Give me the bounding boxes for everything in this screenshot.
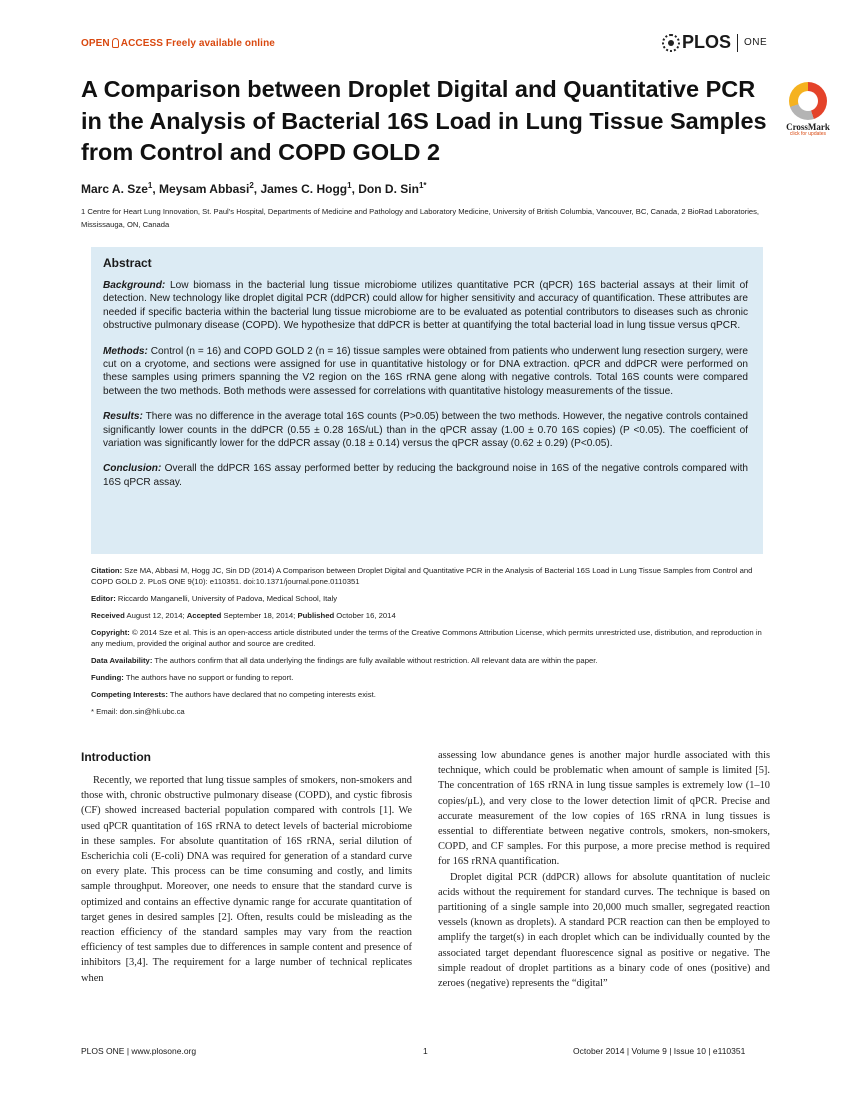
open-access-tail: Freely available online [165,38,275,49]
abstract-label: Conclusion: [103,463,162,475]
author-name: Meysam Abbasi [159,182,250,196]
meta-label: Accepted [186,611,222,620]
dates-line [91,610,763,621]
meta-label: Funding: [91,673,124,682]
footer-issue: October 2014 | Volume 9 | Issue 10 | e110351 [573,1046,746,1056]
author-name: Don D. Sin [358,182,419,196]
meta-text: October 16, 2014 [334,611,396,620]
meta-text: Sze MA, Abbasi M, Hogg JC, Sin DD (2014) A Comparison between Droplet Digital and Quantitative PCR in the Analysis of Bacterial 16S Load in Lung Tissue Samples from Control and COPD GOLD 2. PLoS ONE 9(10): e110351. doi:10.1371/journal.pone.0110351 [91,566,753,586]
open-lock-icon [112,38,119,48]
body-paragraph: Droplet digital PCR (ddPCR) allows for absolute quantitation of nucleic acids without the requirement for standard curves. The technique is based on partitioning of a single sample into 20,000 much smaller, segregated reaction vessels (known as droplets). A standard PCR reaction can then be employed to amplify the target(s) in each droplet which can be individually counted by the associated target dependant fluorescence signal as positive or negative. The simple readout of droplet partitions as a binary code of ones (positive) and zeroes (negative) represents the “digital” [438,871,770,990]
crossmark-sub: click for updates [789,131,827,137]
meta-text: The authors have declared that no competing interests exist. [167,690,376,699]
abstract-label: Results: [103,411,143,423]
editor-line [91,593,763,604]
crossmark-badge[interactable] [786,82,830,137]
author-list [81,181,427,196]
meta-text: The authors have no support or funding to report. [123,673,294,682]
affiliations: 1 Centre for Heart Lung Innovation, St. Paul’s Hospital, Departments of Medicine and Pathology and Laboratory Medicine, University of British Columbia, Vancouver, BC, Canada, 2 BioRad Laboratories, Mississauga, ON, Canada [81,207,760,229]
abstract-text: Overall the ddPCR 16S assay performed better by reducing the background noise in 16S of the negative controls compared with 16S qPCR assay. [103,463,748,488]
abstract-results [103,410,748,450]
abstract-background [103,279,748,333]
open-access-right: ACCESS [120,38,164,49]
meta-label: Received [91,611,125,620]
author-separator: , [351,182,359,196]
journal-logo-name: PLOS [682,32,732,52]
crossmark-icon [789,82,827,120]
article-metadata [91,565,763,723]
abstract-label: Methods: [103,345,148,357]
author-affiliation-mark: 1 [147,181,153,190]
author-affiliation-mark: 1* [418,181,427,190]
body-column-left [81,773,412,986]
meta-label: Data Availability: [91,656,153,665]
citation-line [91,565,763,587]
abstract-methods [103,345,748,399]
data-availability-line [91,655,763,666]
meta-text: © 2014 Sze et al. This is an open-access article distributed under the terms of the Creative Commons Attribution License, which permits unrestricted use, distribution, and reproduction in any medium, provided the original author and source are credited. [91,628,762,648]
open-access-left: OPEN [81,38,110,49]
abstract-conclusion [103,462,748,489]
meta-label: Editor: [91,594,116,603]
copyright-line [91,627,763,649]
journal-logo[interactable] [662,32,767,54]
competing-interests-line [91,689,763,700]
abstract [103,256,748,501]
email-line[interactable] [91,706,763,717]
meta-text: Riccardo Manganelli, University of Padova, Medical School, Italy [115,594,338,603]
footer-journal: PLOS ONE | www.plosone.org [81,1046,197,1056]
body-column-right [438,748,770,991]
author-separator: , [152,182,160,196]
body-paragraph: assessing low abundance genes is another major hurdle associated with this technique, which could be problematic when amount of sample is limited [5]. The concentration of 16S rRNA in lung tissue samples is extremely low (1–10 copies/μL), and very close to the lower detection limit of qPCR. Precise and accurate measurement of the low copies of 16S rRNA in lung tissues is essential to differentiate between negative controls, smokers, non-smokers, COPD, and CF samples. For this purpose, a more precise method is required for 16S rRNA quantification. [438,750,770,868]
abstract-text: There was no difference in the average total 16S counts (P>0.05) between the two methods. However, the negative controls contained significantly lower counts in the ddPCR (0.55 ± 0.28 16S/uL) than in the qPCR assay (1.00 ± 0.70 16S copies) (P <0.05). The coefficient of variation was significantly lower for the ddPCR assay (0.18 ± 0.14) versus the qPCR assay (0.62 ± 0.29) (P<0.05). [103,411,748,450]
email-text[interactable]: * Email: don.sin@hli.ubc.ca [91,707,185,716]
meta-text: The authors confirm that all data underlying the findings are fully available without restriction. All relevant data are within the paper. [152,656,598,665]
article-title: A Comparison between Droplet Digital and Quantitative PCR in the Analysis of Bacterial 16S Load in Lung Tissue Samples from Control and COPD GOLD 2 [81,76,767,165]
meta-label: Copyright: [91,628,130,637]
page-number: 1 [423,1046,428,1056]
section-heading: Introduction [81,750,151,764]
abstract-text: Low biomass in the bacterial lung tissue microbiome utilizes quantitative PCR (qPCR) 16S bacterial assays at their limit of detection. New technology like droplet digital PCR (ddPCR) could allow for higher sensitivity and accuracy of quantification. These attributes are needed if specific bacteria within the bacterial lung tissue microbiome are to be evaluated as potential contributors to diseases such as chronic obstructive pulmonary disease (COPD). We hypothesize that ddPCR is better at quantifying the total bacterial load in lung tissue versus qPCR. [103,280,748,332]
logo-divider [737,34,738,52]
author-affiliation-mark: 1 [347,181,352,190]
author-name: Marc A. Sze [81,182,148,196]
abstract-label: Background: [103,280,166,291]
author-affiliation-mark: 2 [249,181,254,190]
meta-text: September 18, 2014; [221,611,298,620]
abstract-text: Control (n = 16) and COPD GOLD 2 (n = 16) tissue samples were obtained from patients who underwent lung resection surgery, were cut on a cryotome, and sections were assigned for use in quantitative histology or for DNA extraction. qPCR and ddPCR were performed on these samples using primers spanning the V2 region on the 16S rRNA gene along with negative controls. Total 16S counts were compared between the two methods. Both methods were assessed for correlations with quantitative histology measurements of the tissue. [103,345,748,397]
journal-logo-sub: ONE [744,37,768,48]
abstract-heading: Abstract [103,256,152,270]
meta-label: Citation: [91,566,123,575]
funding-line [91,672,763,683]
meta-text: August 12, 2014; [124,611,187,620]
author-separator: , [253,182,261,196]
author-name: James C. Hogg [260,182,348,196]
meta-label: Published [297,611,335,620]
body-paragraph: Recently, we reported that lung tissue samples of smokers, non-smokers and those with, chronic obstructive pulmonary disease (COPD), and cystic fibrosis (CF) showed increased bacterial population compared with controls [1]. We used qPCR quantitation of 16S rRNA to detect levels of bacterial microbiome in these samples. For absolute quantitation of 16S rRNA, serial dilution of Escherichia coli (E-coli) DNA was required for generation of a standard curve on every plate. This process can be time consuming and costly, and limits sample throughput. Moreover, one needs to ensure that the standard curve is optimized and contains an effective dynamic range for accurate quantitation of target genes in desired samples [2]. Often, results could be misleading as the reaction efficiency of the standard samples may vary from the reaction efficiency of test samples due to differences in sample content and presence of inhibitors [3,4]. The requirement for a large number of technical replicates when [81,775,412,984]
crossmark-label: CrossMark [786,122,830,132]
meta-label: Competing Interests: [91,690,168,699]
open-access-banner [81,38,275,49]
plos-mark-icon [662,34,680,52]
